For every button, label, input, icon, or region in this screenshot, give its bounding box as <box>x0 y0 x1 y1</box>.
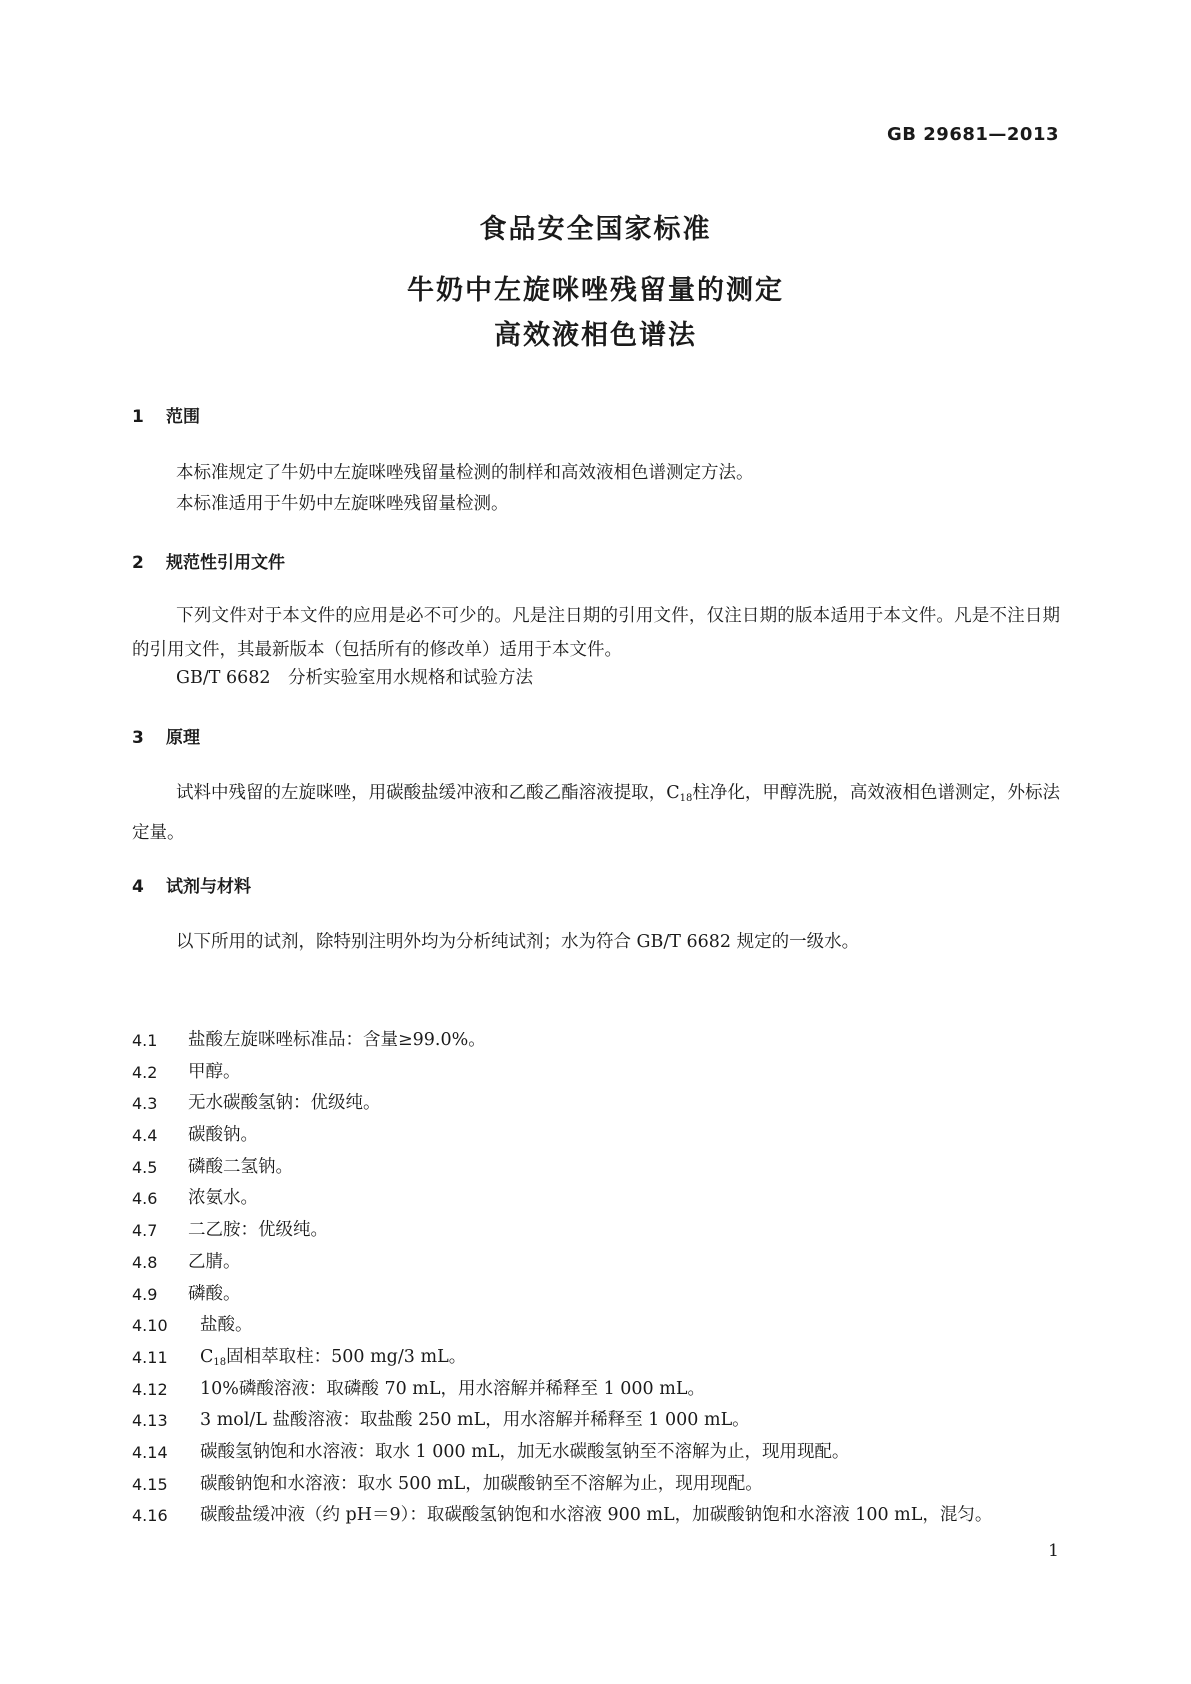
section-number: 2 <box>132 553 144 573</box>
list-item <box>132 1247 1072 1279</box>
item-text: 碳酸钠。 <box>188 1125 258 1146</box>
item-number: 4.10 <box>132 1316 168 1336</box>
list-item <box>132 1057 1072 1089</box>
item-number: 4.13 <box>132 1411 168 1431</box>
item-number: 4.5 <box>132 1157 158 1177</box>
item-text <box>200 1342 466 1374</box>
item-text: 甲醇。 <box>188 1061 241 1082</box>
list-item <box>132 1405 1072 1437</box>
item-number: 4.4 <box>132 1126 158 1146</box>
list-item <box>132 1342 1072 1374</box>
section-number: 4 <box>132 877 144 897</box>
list-item <box>132 1152 1072 1184</box>
section-number: 1 <box>132 407 144 427</box>
item-text: 浓氨水。 <box>188 1188 258 1209</box>
item-text: 磷酸二氢钠。 <box>188 1156 293 1177</box>
section-4-heading <box>132 872 251 897</box>
item-text: 10%磷酸溶液：取磷酸 70 mL，用水溶解并稀释至 1 000 mL。 <box>200 1378 705 1399</box>
item-text: 乙腈。 <box>188 1251 241 1272</box>
list-item <box>132 1088 1072 1120</box>
list-item <box>132 1437 1072 1469</box>
item-number: 4.3 <box>132 1094 158 1114</box>
principle-subscript: 18 <box>679 793 693 804</box>
item-text: 盐酸。 <box>200 1315 253 1336</box>
item-number: 4.14 <box>132 1442 168 1462</box>
section-title: 原理 <box>166 728 200 748</box>
item-text-b: 固相萃取柱：500 mg/3 mL。 <box>226 1346 467 1367</box>
list-item <box>132 1469 1072 1501</box>
item-text-a: C <box>200 1346 214 1367</box>
item-number: 4.12 <box>132 1379 168 1399</box>
section-title: 规范性引用文件 <box>166 553 285 573</box>
list-item <box>132 1500 1072 1532</box>
item-number: 4.8 <box>132 1252 158 1272</box>
item-text: 碳酸氢钠饱和水溶液：取水 1 000 mL，加无水碳酸氢钠至不溶解为止，现用现配。 <box>200 1441 850 1462</box>
reagent-list <box>132 1025 1072 1532</box>
item-text: 碳酸钠饱和水溶液：取水 500 mL，加碳酸钠至不溶解为止，现用现配。 <box>200 1473 763 1494</box>
section-2-paragraph-text: 下列文件对于本文件的应用是必不可少的。凡是注日期的引用文件，仅注日期的版本适用于本文件。凡是不注日期的引用文件，其最新版本（包括所有的修改单）适用于本文件。 <box>132 606 1060 660</box>
item-number: 4.11 <box>132 1347 168 1367</box>
principle-text-a: 试料中残留的左旋咪唑，用碳酸盐缓冲液和乙酸乙酯溶液提取，C <box>176 783 680 803</box>
section-4-intro: 以下所用的试剂，除特别注明外均为分析纯试剂；水为符合 GB/T 6682 规定的一级水。 <box>176 932 860 952</box>
list-item <box>132 1215 1072 1247</box>
item-number: 4.15 <box>132 1474 168 1494</box>
section-1-paragraph-1: 本标准规定了牛奶中左旋咪唑残留量检测的制样和高效液相色谱测定方法。 <box>176 463 754 483</box>
list-item <box>132 1279 1072 1311</box>
section-2-heading <box>132 548 285 573</box>
section-title: 试剂与材料 <box>166 877 251 897</box>
section-number: 3 <box>132 728 144 748</box>
document-title-line2: 牛奶中左旋咪唑残留量的测定 <box>407 275 784 306</box>
item-number: 4.2 <box>132 1062 158 1082</box>
item-subscript: 18 <box>213 1356 227 1368</box>
item-text: 二乙胺：优级纯。 <box>188 1220 328 1241</box>
section-1-heading <box>132 402 200 427</box>
page-number: 1 <box>1048 1541 1059 1561</box>
item-number: 4.16 <box>132 1506 168 1526</box>
item-number: 4.6 <box>132 1189 158 1209</box>
document-title-line3: 高效液相色谱法 <box>494 320 697 351</box>
item-text: 3 mol/L 盐酸溶液：取盐酸 250 mL，用水溶解并稀释至 1 000 mL。 <box>200 1410 750 1431</box>
section-3-heading <box>132 723 200 748</box>
section-3-paragraph <box>132 776 1060 850</box>
normative-reference: GB/T 6682 分析实验室用水规格和试验方法 <box>176 668 534 688</box>
item-text: 无水碳酸氢钠：优级纯。 <box>188 1093 381 1114</box>
item-text: 盐酸左旋咪唑标准品：含量≥99.0%。 <box>188 1030 486 1050</box>
item-number: 4.9 <box>132 1284 158 1304</box>
item-text: 碳酸盐缓冲液（约 pH＝9）：取碳酸氢钠饱和水溶液 900 mL，加碳酸钠饱和水溶液 100 mL，混匀。 <box>200 1505 993 1526</box>
list-item <box>132 1120 1072 1152</box>
item-text: 磷酸。 <box>188 1283 241 1304</box>
item-number: 4.7 <box>132 1221 158 1241</box>
section-2-paragraph <box>132 599 1060 667</box>
document-title-line1: 食品安全国家标准 <box>479 214 712 245</box>
item-number: 4.1 <box>132 1031 158 1050</box>
list-item <box>132 1310 1072 1342</box>
standard-number: GB 29681—2013 <box>887 124 1059 145</box>
section-1-paragraph-2: 本标准适用于牛奶中左旋咪唑残留量检测。 <box>176 494 509 514</box>
principle-text-b: 柱净化，甲醇洗脱，高效液相色谱测定，外标法定量。 <box>132 783 1060 843</box>
list-item <box>132 1025 1072 1057</box>
list-item <box>132 1183 1072 1215</box>
list-item <box>132 1374 1072 1406</box>
section-title: 范围 <box>166 407 200 427</box>
